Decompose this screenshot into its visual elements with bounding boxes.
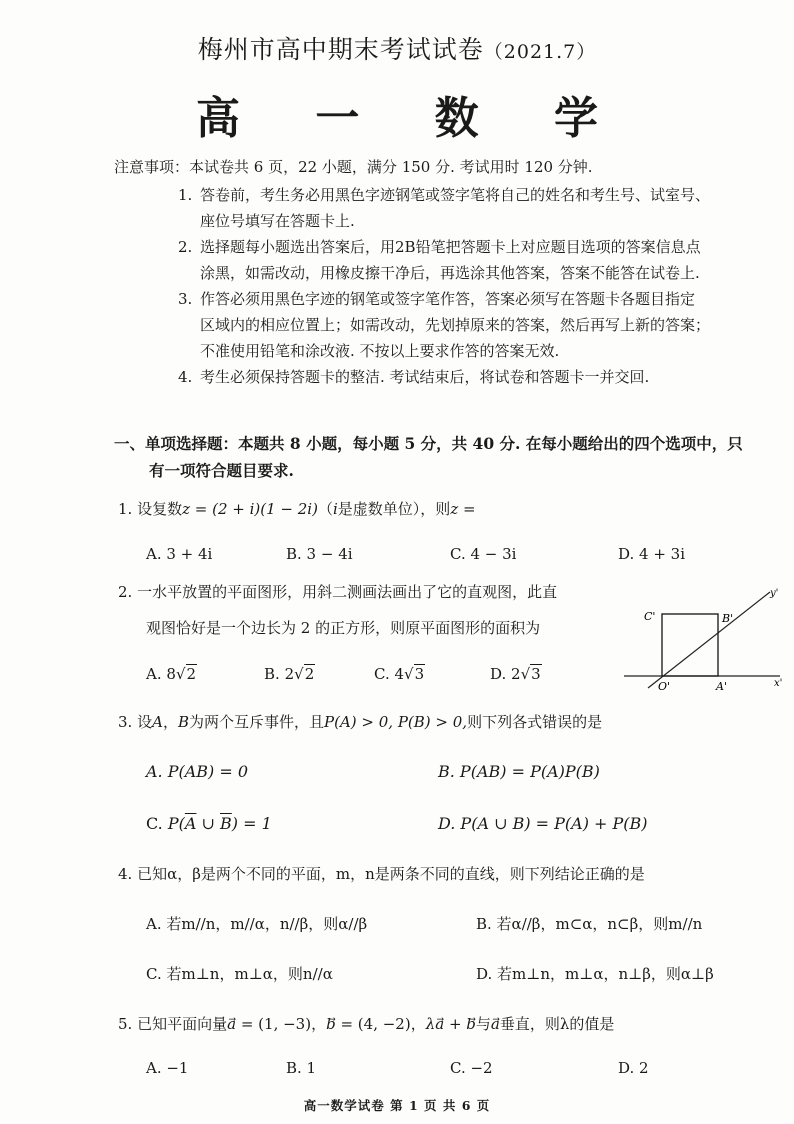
math-expression: z = (2 + i)(1 − 2i) <box>182 500 318 518</box>
y-axis-line <box>648 592 770 688</box>
math-expression: z = <box>450 500 476 518</box>
notice-line: 涂黑，如需改动，用橡皮擦干净后，再选涂其他答案，答案不能答在试卷上. <box>200 264 700 282</box>
option-label: B. <box>264 665 280 683</box>
option-radicand: 2 <box>186 665 197 683</box>
option-label: A. <box>146 665 162 683</box>
question-number: 4. <box>118 865 133 883</box>
exam-title-text: 梅州市高中期末考试试卷 <box>197 35 484 64</box>
option-label: C. <box>374 665 390 683</box>
notice-item-2 <box>178 234 784 286</box>
question-2 <box>118 580 557 604</box>
notice-heading: 注意事项：本试卷共 6 页，22 小题，满分 150 分. 考试用时 120 分钟. <box>114 158 593 176</box>
q3-option-a: A. P(AB) = 0 <box>146 762 249 781</box>
label-y-prime: y' <box>770 588 779 599</box>
vector-a: a <box>227 1015 237 1033</box>
question-text: 为两个互斥事件，且 <box>189 713 325 731</box>
vector-a: a <box>435 1015 445 1033</box>
section-heading-line: 一、单项选择题：本题共 8 小题，每小题 5 分，共 40 分. 在每小题给出的四个选项中，只 <box>114 434 743 453</box>
label-c-prime: C' <box>644 610 656 623</box>
q4-option-b: B. 若α//β，m⊂α，n⊂β，则m//n <box>476 915 703 933</box>
question-text: 与 <box>475 1015 491 1033</box>
notice-number: 3. <box>178 290 193 308</box>
notice-line: 考生必须保持答题卡的整洁. 考试结束后，将试卷和答题卡一并交回. <box>200 368 650 386</box>
label-b-prime: B' <box>722 612 734 625</box>
q2-option-d: D. 2√3 <box>490 665 541 683</box>
math-part: + <box>444 1015 467 1033</box>
q4-option-a: A. 若m//n，m//α，n//β，则α//β <box>146 915 368 933</box>
lambda-symbol: λ <box>425 1015 436 1033</box>
notice-number: 1. <box>178 186 193 204</box>
option-coef: 8 <box>166 665 176 683</box>
question-text: 已知平面向量 <box>137 1015 228 1033</box>
notice-item-1 <box>178 182 784 234</box>
q5-option-a: A. −1 <box>146 1059 189 1077</box>
question-text: 是虚数单位），则 <box>337 500 451 518</box>
notice-line: 选择题每小题选出答案后，用2B铅笔把答题卡上对应题目选项的答案信息点 <box>200 238 701 256</box>
q4-option-c: C. 若m⊥n，m⊥α，则n//α <box>146 965 333 983</box>
question-1 <box>118 497 476 521</box>
question-3 <box>118 710 602 734</box>
math-part: P( <box>167 814 185 833</box>
question-text: ， <box>162 713 178 731</box>
question-text: 已知α，β是两个不同的平面，m，n是两条不同的直线，则下列结论正确的是 <box>137 865 645 883</box>
exam-title <box>0 30 794 66</box>
question-number: 2. <box>118 583 133 601</box>
math-var: B <box>177 713 189 731</box>
math-expression: = (1, −3)， <box>236 1015 327 1033</box>
notice-line: 区域内的相应位置上；如需改动，先划掉原来的答案，然后再写上新的答案； <box>200 316 711 334</box>
option-coef: 2 <box>284 665 295 683</box>
q2-option-c: C. 4√3 <box>374 665 425 683</box>
question-number: 5. <box>118 1015 133 1033</box>
option-coef: 2 <box>511 665 521 683</box>
notice-line: 答卷前，考生务必用黑色字迹钢笔或签字笔将自己的姓名和考生号、试室号、 <box>200 186 711 204</box>
q4-option-d: D. 若m⊥n，m⊥α，n⊥β，则α⊥β <box>476 965 714 983</box>
question-text: 设复数 <box>137 500 183 518</box>
q5-option-c: C. −2 <box>450 1059 493 1077</box>
notice-line: 不准使用铅笔和涂改液. 不按以上要求作答的答案无效. <box>200 342 560 360</box>
question-text: 垂直，则λ的值是 <box>499 1015 615 1033</box>
notice-number: 4. <box>178 368 193 386</box>
question-number: 3. <box>118 713 133 731</box>
q1-option-a: A. 3 + 4i <box>146 545 213 563</box>
notice-item-3 <box>178 286 784 364</box>
complement-b: $\overline{B}$ <box>220 814 232 833</box>
option-radicand: 2 <box>304 665 315 683</box>
option-label: D. <box>490 665 507 683</box>
question-text: 设 <box>137 713 153 731</box>
exam-year: （2021.7） <box>483 41 597 63</box>
q1-option-d: D. 4 + 3i <box>618 545 686 563</box>
question-text: 一水平放置的平面图形，用斜二测画法画出了它的直观图，此直 <box>137 583 558 601</box>
option-coef: 4 <box>394 665 405 683</box>
question-text: 则下列各式错误的是 <box>467 713 603 731</box>
question-5 <box>118 1012 614 1036</box>
section-heading-line: 有一项符合题目要求. <box>149 461 294 480</box>
page-footer: 高一数学试卷 第 1 页 共 6 页 <box>303 1098 491 1113</box>
notice-line: 作答必须用黑色字迹的钢笔或签字笔作答，答案必须写在答题卡各题目指定 <box>200 290 696 308</box>
square-shape <box>662 614 718 676</box>
section-heading <box>114 430 784 484</box>
q2-option-a: A. 8√2 <box>146 665 197 683</box>
q3-option-b: B. P(AB) = P(A)P(B) <box>438 762 600 781</box>
oblique-drawing-diagram <box>620 588 786 692</box>
complement-a: $\overline{A}$ <box>184 814 197 833</box>
question-2-line-2: 观图恰好是一个边长为 2 的正方形，则原平面图形的面积为 <box>146 619 541 637</box>
notice-number: 2. <box>178 238 193 256</box>
q3-option-c <box>146 812 272 836</box>
option-radicand: 3 <box>414 665 425 683</box>
option-label: C. <box>146 814 163 833</box>
subject-title: 高 一 数 学 <box>196 93 628 144</box>
vector-b: b <box>326 1015 336 1033</box>
q1-option-b: B. 3 − 4i <box>286 545 353 563</box>
q5-option-d: D. 2 <box>618 1059 649 1077</box>
q3-option-d: D. P(A ∪ B) = P(A) + P(B) <box>438 814 648 833</box>
label-o-prime: O' <box>658 680 671 692</box>
question-text: （ <box>317 500 333 518</box>
question-4 <box>118 862 645 886</box>
math-part: ) = 1 <box>231 814 272 833</box>
option-radicand: 3 <box>531 665 541 683</box>
math-expression: P(A) > 0, P(B) > 0, <box>324 713 468 731</box>
q1-option-c: C. 4 − 3i <box>450 545 517 563</box>
q5-option-b: B. 1 <box>286 1059 317 1077</box>
math-var: A <box>152 713 163 731</box>
label-x-prime: x' <box>774 678 783 689</box>
math-var: i <box>332 500 338 518</box>
vector-b: b <box>466 1015 476 1033</box>
math-part: ∪ <box>196 814 221 833</box>
question-number: 1. <box>118 500 133 518</box>
q2-option-b: B. 2√2 <box>264 665 315 683</box>
label-a-prime: A' <box>716 680 727 692</box>
notice-item-4 <box>178 364 784 390</box>
notice-line: 座位号填写在答题卡上. <box>200 212 355 230</box>
math-expression: = (4, −2)， <box>335 1015 426 1033</box>
vector-a: a <box>490 1015 500 1033</box>
